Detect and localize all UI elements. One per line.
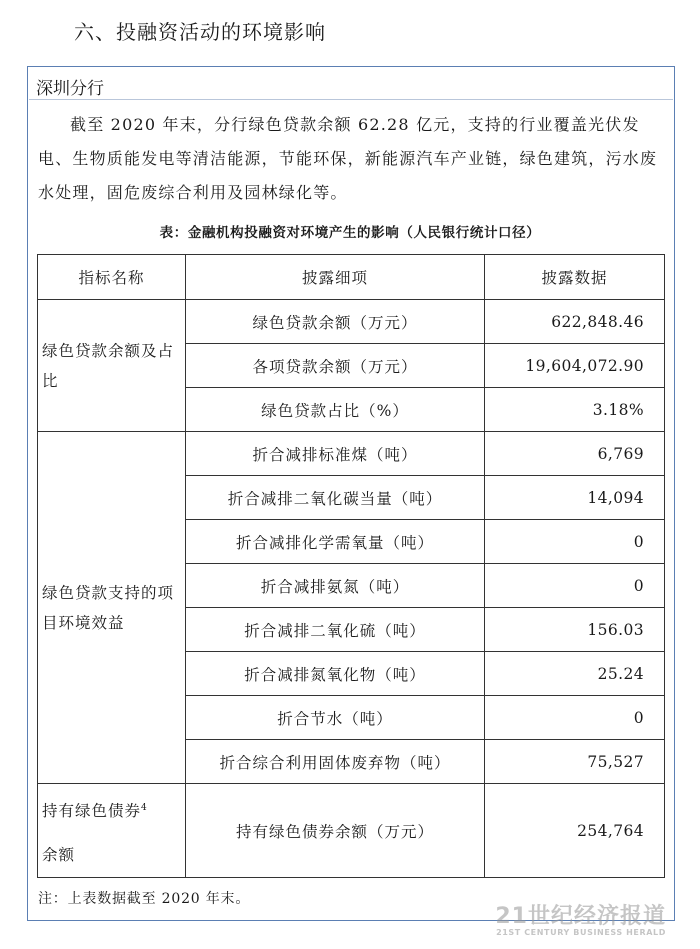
detail-cell: 各项贷款余额（万元） <box>186 344 485 388</box>
indicator-environmental-benefit: 绿色贷款支持的项目环境效益 <box>38 432 186 784</box>
value-cell: 14,094 <box>485 476 665 520</box>
indicator-green-bonds-line1: 持有绿色债券 <box>42 802 142 821</box>
detail-cell: 折合节水（吨） <box>186 696 485 740</box>
watermark-sub: 21ST CENTURY BUSINESS HERALD <box>496 928 666 937</box>
table-row <box>38 432 665 476</box>
table-caption: 表：金融机构投融资对环境产生的影响（人民银行统计口径） <box>159 225 541 241</box>
value-cell: 75,527 <box>485 740 665 784</box>
header-indicator: 指标名称 <box>38 255 186 300</box>
branch-paragraph-text: 截至 2020 年末，分行绿色贷款余额 62.28 亿元，支持的行业覆盖光伏发电、生物质能发电等清洁能源，节能环保，新能源汽车产业链，绿色建筑，污水废水处理，固危废综合利用及园林绿化等。 <box>38 115 658 202</box>
value-cell: 622,848.46 <box>485 300 665 344</box>
branch-title: 深圳分行 <box>36 79 104 99</box>
detail-cell: 折合减排二氧化硫（吨） <box>186 608 485 652</box>
value-cell: 19,604,072.90 <box>485 344 665 388</box>
detail-cell: 持有绿色债券余额（万元） <box>186 784 485 878</box>
detail-cell: 绿色贷款余额（万元） <box>186 300 485 344</box>
value-cell: 6,769 <box>485 432 665 476</box>
detail-cell: 折合减排二氧化碳当量（吨） <box>186 476 485 520</box>
environment-impact-table <box>37 254 665 878</box>
detail-cell: 折合减排化学需氧量（吨） <box>186 520 485 564</box>
publisher-watermark <box>495 899 666 937</box>
value-cell: 156.03 <box>485 608 665 652</box>
section-heading: 六、投融资活动的环境影响 <box>74 20 326 44</box>
footnote-marker: 4 <box>141 803 148 813</box>
header-detail: 披露细项 <box>186 255 485 300</box>
detail-cell: 绿色贷款占比（%） <box>186 388 485 432</box>
branch-title-divider <box>29 99 673 100</box>
value-cell: 3.18% <box>485 388 665 432</box>
value-cell: 0 <box>485 564 665 608</box>
indicator-green-loan-ratio: 绿色贷款余额及占比 <box>38 300 186 432</box>
table-row <box>38 300 665 344</box>
value-cell: 25.24 <box>485 652 665 696</box>
branch-paragraph <box>38 108 664 210</box>
table-note: 注：上表数据截至 2020 年末。 <box>38 891 251 907</box>
detail-cell: 折合减排氮氧化物（吨） <box>186 652 485 696</box>
detail-cell: 折合减排氨氮（吨） <box>186 564 485 608</box>
indicator-green-bonds <box>38 784 186 878</box>
value-cell: 254,764 <box>485 784 665 878</box>
value-cell: 0 <box>485 520 665 564</box>
header-value: 披露数据 <box>485 255 665 300</box>
indicator-green-bonds-line2: 余额 <box>42 846 76 865</box>
table-header-row <box>38 255 665 300</box>
table-row <box>38 784 665 878</box>
watermark-main: 21世纪经济报道 <box>495 904 666 929</box>
value-cell: 0 <box>485 696 665 740</box>
detail-cell: 折合综合利用固体废弃物（吨） <box>186 740 485 784</box>
detail-cell: 折合减排标准煤（吨） <box>186 432 485 476</box>
